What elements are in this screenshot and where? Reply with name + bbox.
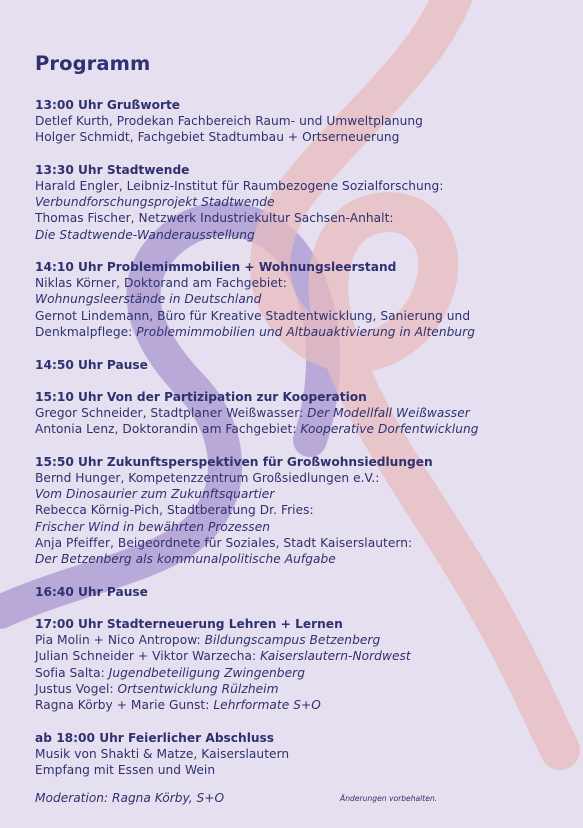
talk-title: Frischer Wind in bewährten Prozessen <box>35 519 271 534</box>
program-session <box>35 616 565 713</box>
session-speaker-line <box>35 535 565 551</box>
talk-title: Vom Dinosaurier zum Zukunftsquartier <box>35 487 275 502</box>
page-title: Programm <box>35 52 151 75</box>
session-speaker-line <box>35 470 565 486</box>
speaker-text: Pia Molin + Nico Antropow: <box>35 633 205 648</box>
disclaimer-note: Änderungen vorbehalten. <box>340 794 438 803</box>
speaker-text: Antonia Lenz, Doktorandin am Fachgebiet: <box>35 422 301 437</box>
session-speaker-line <box>35 308 565 324</box>
session-heading: 13:00 Uhr Grußworte <box>35 98 181 112</box>
session-speaker-line <box>35 178 565 194</box>
talk-title: Problemimmobilien und Altbauaktivierung in Altenburg <box>136 324 476 339</box>
session-speaker-line <box>35 129 565 145</box>
speaker-text: Ragna Körby + Marie Gunst: <box>35 697 214 712</box>
talk-title: Ortsentwicklung Rülzheim <box>117 681 279 696</box>
session-speaker-line <box>35 275 565 291</box>
session-heading: 16:40 Uhr Pause <box>35 584 148 599</box>
speaker-text: Bernd Hunger, Kompetenzzentrum Großsiedlungen e.V.: <box>35 470 380 485</box>
session-speaker-line <box>35 681 565 697</box>
talk-title: Kooperative Dorfentwicklung <box>300 422 479 437</box>
speaker-text: Sofia Salta: <box>35 665 109 680</box>
session-speaker-line <box>35 746 565 762</box>
talk-title: Bildungscampus Betzenberg <box>204 633 381 648</box>
session-speaker-line <box>35 421 565 437</box>
session-list <box>35 97 565 778</box>
speaker-text: Musik von Shakti & Matze, Kaiserslautern <box>35 746 290 761</box>
session-heading: 14:10 Uhr Problemimmobilien + Wohnungsleerstand <box>35 260 397 275</box>
moderation-note: Moderation: Ragna Körby, S+O <box>35 791 225 805</box>
session-speaker-line <box>35 194 565 210</box>
session-speaker-line <box>35 632 565 648</box>
session-speaker-line <box>35 519 565 535</box>
program-session <box>35 454 565 567</box>
speaker-text: Gernot Lindemann, Büro für Kreative Stadtentwicklung, Sanierung und <box>35 308 471 323</box>
talk-title: Kaiserslautern-Nordwest <box>260 649 411 664</box>
speaker-text: Rebecca Körnig-Pich, Stadtberatung Dr. Fries: <box>35 503 314 518</box>
session-speaker-line <box>35 113 565 129</box>
program-session <box>35 730 565 778</box>
program-session <box>35 584 565 600</box>
talk-title: Jugendbeteiligung Zwingenberg <box>108 665 305 680</box>
session-heading: 15:50 Uhr Zukunftsperspektiven für Großwohnsiedlungen <box>35 454 433 469</box>
session-heading: 13:30 Uhr Stadtwende <box>35 162 190 177</box>
talk-title: Verbundforschungsprojekt Stadtwende <box>35 195 275 210</box>
session-speaker-line <box>35 486 565 502</box>
speaker-text: Niklas Körner, Doktorand am Fachgebiet: <box>35 276 287 291</box>
speaker-text: Holger Schmidt, Fachgebiet Stadtumbau + Ortserneuerung <box>35 130 400 145</box>
session-heading: 15:10 Uhr Von der Partizipation zur Kooperation <box>35 390 367 405</box>
speaker-text: Denkmalpflege: <box>35 324 137 339</box>
session-speaker-line <box>35 665 565 681</box>
speaker-text: Anja Pfeiffer, Beigeordnete für Soziales, Stadt Kaiserslautern: <box>35 535 413 550</box>
session-heading: 17:00 Uhr Stadterneuerung Lehren + Lernen <box>35 617 343 632</box>
session-speaker-line <box>35 762 565 778</box>
speaker-text: Justus Vogel: <box>35 681 118 696</box>
program-session <box>35 259 565 340</box>
session-speaker-line <box>35 697 565 713</box>
program-session <box>35 97 565 145</box>
talk-title: Wohnungsleerstände in Deutschland <box>35 292 262 307</box>
talk-title: Der Betzenberg als kommunalpolitische Aufgabe <box>35 551 336 566</box>
session-speaker-line <box>35 324 565 340</box>
speaker-text: Harald Engler, Leibniz-Institut für Raumbezogene Sozialforschung: <box>35 178 444 193</box>
talk-title: Lehrformate S+O <box>213 697 321 712</box>
program-session <box>35 357 565 373</box>
session-speaker-line <box>35 405 565 421</box>
program-session <box>35 389 565 437</box>
session-speaker-line <box>35 648 565 664</box>
speaker-text: Empfang mit Essen und Wein <box>35 762 216 777</box>
session-speaker-line <box>35 227 565 243</box>
session-speaker-line <box>35 551 565 567</box>
program-content <box>35 52 565 795</box>
session-speaker-line <box>35 210 565 226</box>
session-speaker-line <box>35 291 565 307</box>
session-heading: 14:50 Uhr Pause <box>35 357 148 372</box>
session-heading: ab 18:00 Uhr Feierlicher Abschluss <box>35 730 275 745</box>
speaker-text: Detlef Kurth, Prodekan Fachbereich Raum- und Umweltplanung <box>35 114 423 128</box>
talk-title: Der Modellfall Weißwasser <box>307 406 470 421</box>
program-session <box>35 162 565 243</box>
speaker-text: Gregor Schneider, Stadtplaner Weißwasser: <box>35 406 308 421</box>
talk-title: Die Stadtwende-Wanderausstellung <box>35 227 255 242</box>
session-speaker-line <box>35 502 565 518</box>
speaker-text: Julian Schneider + Viktor Warzecha: <box>35 649 261 664</box>
speaker-text: Thomas Fischer, Netzwerk Industriekultur Sachsen-Anhalt: <box>35 211 394 226</box>
